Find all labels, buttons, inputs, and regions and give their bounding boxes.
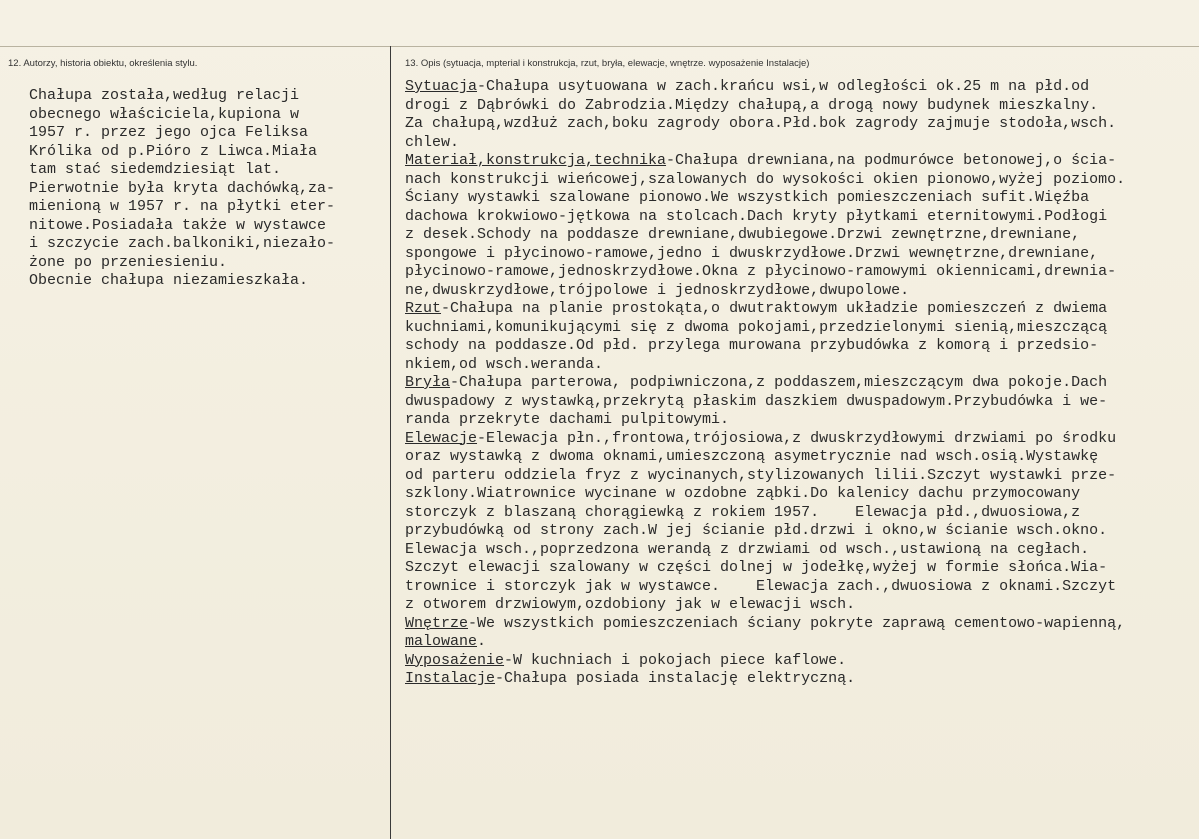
line-text: Za chałupą,wzdłuż zach,boku zagrody obora.Płd.bok zagrody zajmuje stodoła,wsch. <box>405 115 1117 132</box>
line-text: Ściany wystawki szalowane pionowo.We wszystkich pomieszczeniach sufit.Więźba <box>405 189 1090 206</box>
description-line <box>405 282 1125 301</box>
description-line <box>405 485 1125 504</box>
line-text: płycinowo-ramowe,jednoskrzydłowe.Okna z płycinowo-ramowymi okiennicami,drewnia- <box>405 263 1117 280</box>
description-line <box>405 152 1125 171</box>
section-heading: Instalacje <box>405 670 496 687</box>
section-12-header: 12. Autorzy, historia obiektu, określenia stylu. <box>8 58 198 69</box>
section-heading: Wnętrze <box>405 614 469 632</box>
description-line <box>405 504 1125 523</box>
line-text: schody na poddasze.Od płd. przylega murowana przybudówka z komorą i przedsio- <box>405 337 1099 354</box>
line-text: oraz wystawką z dwoma oknami,umieszczoną asymetrycznie nad wsch.osią.Wystawkę <box>405 448 1099 465</box>
line-text: drogi z Dąbrówki do Zabrodzia.Między chałupą,a drogą nowy budynek mieszkalny. <box>405 96 1099 114</box>
description-line <box>405 522 1125 541</box>
description-line <box>405 670 1125 689</box>
description-line <box>405 300 1125 319</box>
description-line <box>405 115 1125 134</box>
description-line <box>405 596 1125 615</box>
line-text: Elewacja wsch.,poprzedzona werandą z drzwiami od wsch.,ustawioną na cegłach. <box>405 540 1090 558</box>
description-line <box>405 189 1125 208</box>
line-text: szklony.Wiatrownice wycinane w ozdobne ząbki.Do kalenicy dachu przymocowany <box>405 485 1081 502</box>
history-line: Chałupa została,według relacji <box>29 87 300 104</box>
description-text <box>405 78 1125 689</box>
history-line: i szczycie zach.balkoniki,niezało- <box>29 235 336 252</box>
line-text: ne,dwuskrzydłowe,trójpolowe i jednoskrzydłowe,dwupolowe. <box>405 281 910 299</box>
section-heading: malowane <box>405 633 478 650</box>
history-line: żone po przeniesieniu. <box>29 253 228 271</box>
description-line <box>405 337 1125 356</box>
description-line <box>405 411 1125 430</box>
section-heading: Wyposażenie <box>405 651 505 669</box>
line-text: storczyk z blaszaną chorągiewką z rokiem 1957. Elewacja płd.,dwuosiowa,z <box>405 503 1081 521</box>
section-heading: Materiał,konstrukcja,technika <box>405 152 667 169</box>
description-line <box>405 245 1125 264</box>
description-line <box>405 374 1125 393</box>
history-line: tam stać siedemdziesiąt lat. <box>29 161 282 178</box>
line-text: nkiem,od wsch.weranda. <box>405 355 604 373</box>
line-text: -W kuchniach i pokojach piece kaflowe. <box>504 651 847 669</box>
line-text: od parteru oddziela fryz z wycinanych,stylizowanych lilii.Szczyt wystawki prze- <box>405 466 1117 484</box>
line-text: Szczyt elewacji szalowany w części dolnej w jodełkę,wyżej w formie słońca.Wia- <box>405 559 1108 576</box>
history-line: obecnego właściciela,kupiona w <box>29 105 300 123</box>
description-line <box>405 467 1125 486</box>
column-divider <box>390 46 391 839</box>
line-text: -Chałupa usytuowana w zach.krańcu wsi,w odległości ok.25 m na płd.od <box>477 78 1090 95</box>
line-text: -We wszystkich pomieszczeniach ściany pokryte zaprawą cementowo-wapienną, <box>468 614 1126 632</box>
description-line <box>405 78 1125 97</box>
history-line: nitowe.Posiadała także w wystawce <box>29 216 327 234</box>
description-line <box>405 541 1125 560</box>
line-text: z desek.Schody na poddasze drewniane,dwubiegowe.Drzwi zewnętrzne,drewniane, <box>405 226 1081 243</box>
section-heading: Bryła <box>405 374 451 391</box>
line-text: . <box>477 633 487 650</box>
history-line: 1957 r. przez jego ojca Feliksa <box>29 124 309 141</box>
line-text: z otworem drzwiowym,ozdobiony jak w elewacji wsch. <box>405 596 856 613</box>
section-heading: Rzut <box>405 300 442 317</box>
history-line: Pierwotnie była kryta dachówką,za- <box>29 179 336 197</box>
description-line <box>405 652 1125 671</box>
line-text: -Chałupa na planie prostokąta,o dwutraktowym układzie pomieszczeń z dwiema <box>441 300 1108 317</box>
description-line <box>405 226 1125 245</box>
history-line: Królika od p.Pióro z Liwca.Miała <box>29 142 318 160</box>
line-text: -Chałupa drewniana,na podmurówce betonowej,o ścia- <box>666 152 1117 169</box>
description-line <box>405 633 1125 652</box>
history-text <box>29 87 335 291</box>
description-line <box>405 393 1125 412</box>
description-line <box>405 134 1125 153</box>
line-text: dachowa krokwiowo-jętkowa na stolcach.Dach kryty płytkami eternitowymi.Podłogi <box>405 207 1108 225</box>
description-line <box>405 430 1125 449</box>
line-text: -Chałupa parterowa, podpiwniczona,z poddaszem,mieszczącym dwa pokoje.Dach <box>450 374 1108 391</box>
line-text: kuchniami,komunikującymi się z dwoma pokojami,przedzielonymi sienią,mieszczącą <box>405 318 1108 336</box>
line-text: randa przekryte dachami pulpitowymi. <box>405 411 730 428</box>
description-line <box>405 448 1125 467</box>
description-line <box>405 263 1125 282</box>
section-heading: Sytuacja <box>405 78 478 95</box>
description-line <box>405 578 1125 597</box>
line-text: dwuspadowy z wystawką,przekrytą płaskim daszkiem dwuspadowym.Przybudówka i we- <box>405 392 1108 410</box>
description-line <box>405 559 1125 578</box>
line-text: -Elewacja płn.,frontowa,trójosiowa,z dwuskrzydłowymi drzwiami po środku <box>477 429 1117 447</box>
description-line <box>405 208 1125 227</box>
description-line <box>405 356 1125 375</box>
top-divider <box>0 46 1199 47</box>
section-heading: Elewacje <box>405 429 478 447</box>
description-line <box>405 615 1125 634</box>
line-text: chlew. <box>405 133 460 151</box>
line-text: -Chałupa posiada instalację elektryczną. <box>495 670 856 687</box>
history-line: Obecnie chałupa niezamieszkała. <box>29 272 309 289</box>
description-line <box>405 171 1125 190</box>
line-text: nach konstrukcji wieńcowej,szalowanych do wysokości okien pionowo,wyżej poziomo. <box>405 170 1126 188</box>
description-line <box>405 319 1125 338</box>
history-line: mienioną w 1957 r. na płytki eter- <box>29 198 336 215</box>
description-line <box>405 97 1125 116</box>
line-text: trownice i storczyk jak w wystawce. Elewacja zach.,dwuosiowa z oknami.Szczyt <box>405 577 1117 595</box>
line-text: przybudówką od strony zach.W jej ścianie płd.drzwi i okno,w ścianie wsch.okno. <box>405 522 1108 539</box>
line-text: spongowe i płycinowo-ramowe,jedno i dwuskrzydłowe.Drzwi wewnętrzne,drewniane, <box>405 244 1099 262</box>
section-13-header: 13. Opis (sytuacja, mpterial i konstrukcja, rzut, bryła, elewacje, wnętrze. wyposażenie Instalacje) <box>405 58 810 69</box>
